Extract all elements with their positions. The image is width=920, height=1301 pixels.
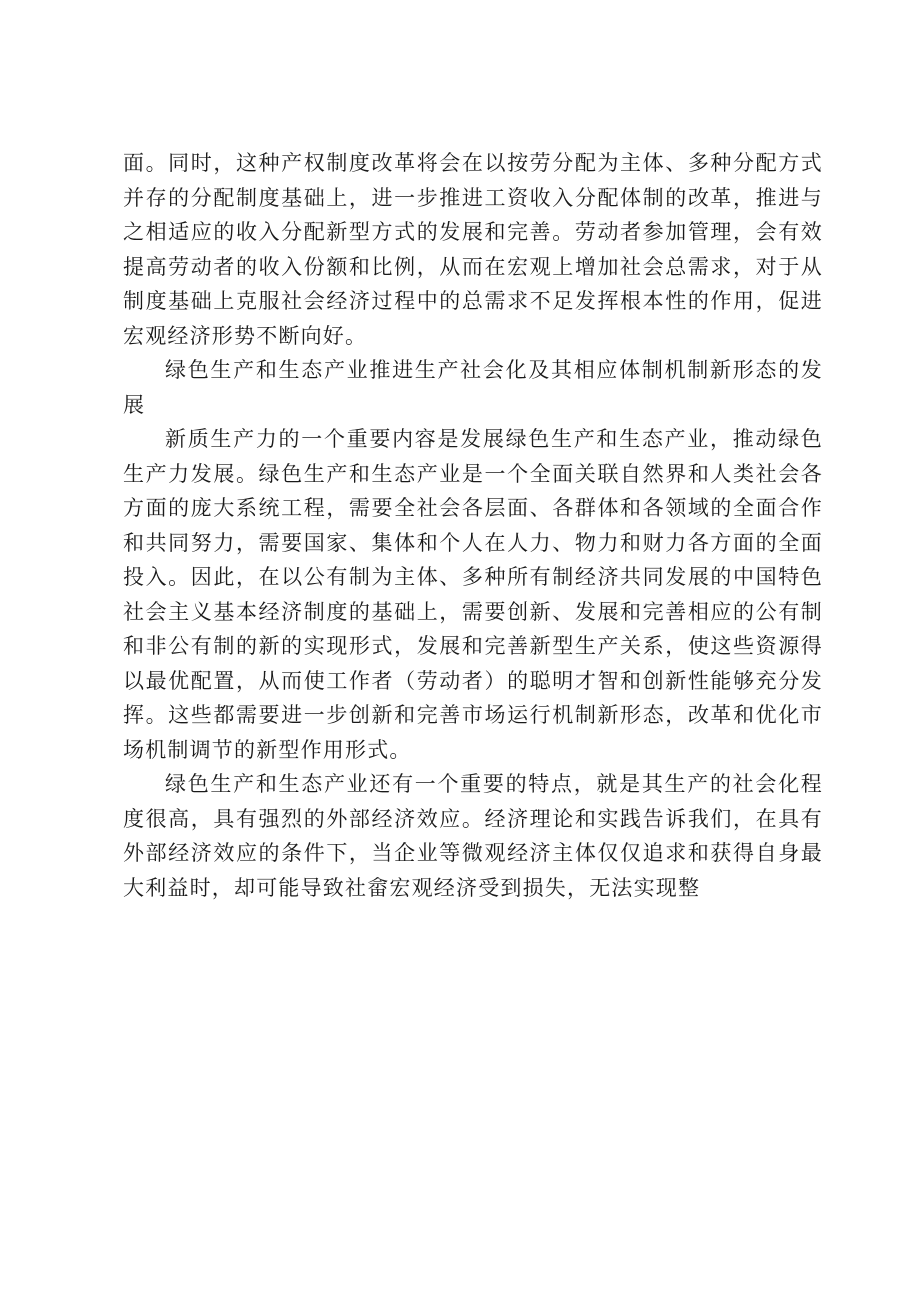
document-body [123,146,823,905]
paragraph-2: 新质生产力的一个重要内容是发展绿色生产和生态产业，推动绿色生产力发展。绿色生产和生态产业是一个全面关联自然界和人类社会各方面的庞大系统工程，需要全社会各层面、各群体和各领域的全面合作和共同努力，需要国家、集体和个人在人力、物力和财力各方面的全面投入。因此，在以公有制为主体、多种所有制经济共同发展的中国特色社会主义基本经济制度的基础上，需要创新、发展和完善相应的公有制和非公有制的新的实现形式，发展和完善新型生产关系，使这些资源得以最优配置，从而使工作者（劳动者）的聪明才智和创新性能够充分发挥。这些都需要进一步创新和完善市场运行机制新形态，改革和优化市场机制调节的新型作用形式。 [123,427,823,762]
paragraph-3: 绿色生产和生态产业还有一个重要的特点，就是其生产的社会化程度很高，具有强烈的外部经济效应。经济理论和实践告诉我们，在具有外部经济效应的条件下，当企业等微观经济主体仅仅追求和获得自身最大利益时，却可能导致社畲宏观经济受到损失，无法实现整 [123,772,823,900]
paragraph-1: 面。同时，这种产权制度改革将会在以按劳分配为主体、多种分配方式并存的分配制度基础上，进一步推进工资收入分配体制的改革，推进与之相适应的收入分配新型方式的发展和完善。劳动者参加管理，会有效提高劳动者的收入份额和比例，从而在宏观上增加社会总需求，对于从制度基础上克服社会经济过程中的总需求不足发挥根本性的作用，促进宏观经济形势不断向好。 [123,151,823,348]
section-heading: 绿色生产和生态产业推进生产社会化及其相应体制机制新形态的发展 [123,358,823,417]
